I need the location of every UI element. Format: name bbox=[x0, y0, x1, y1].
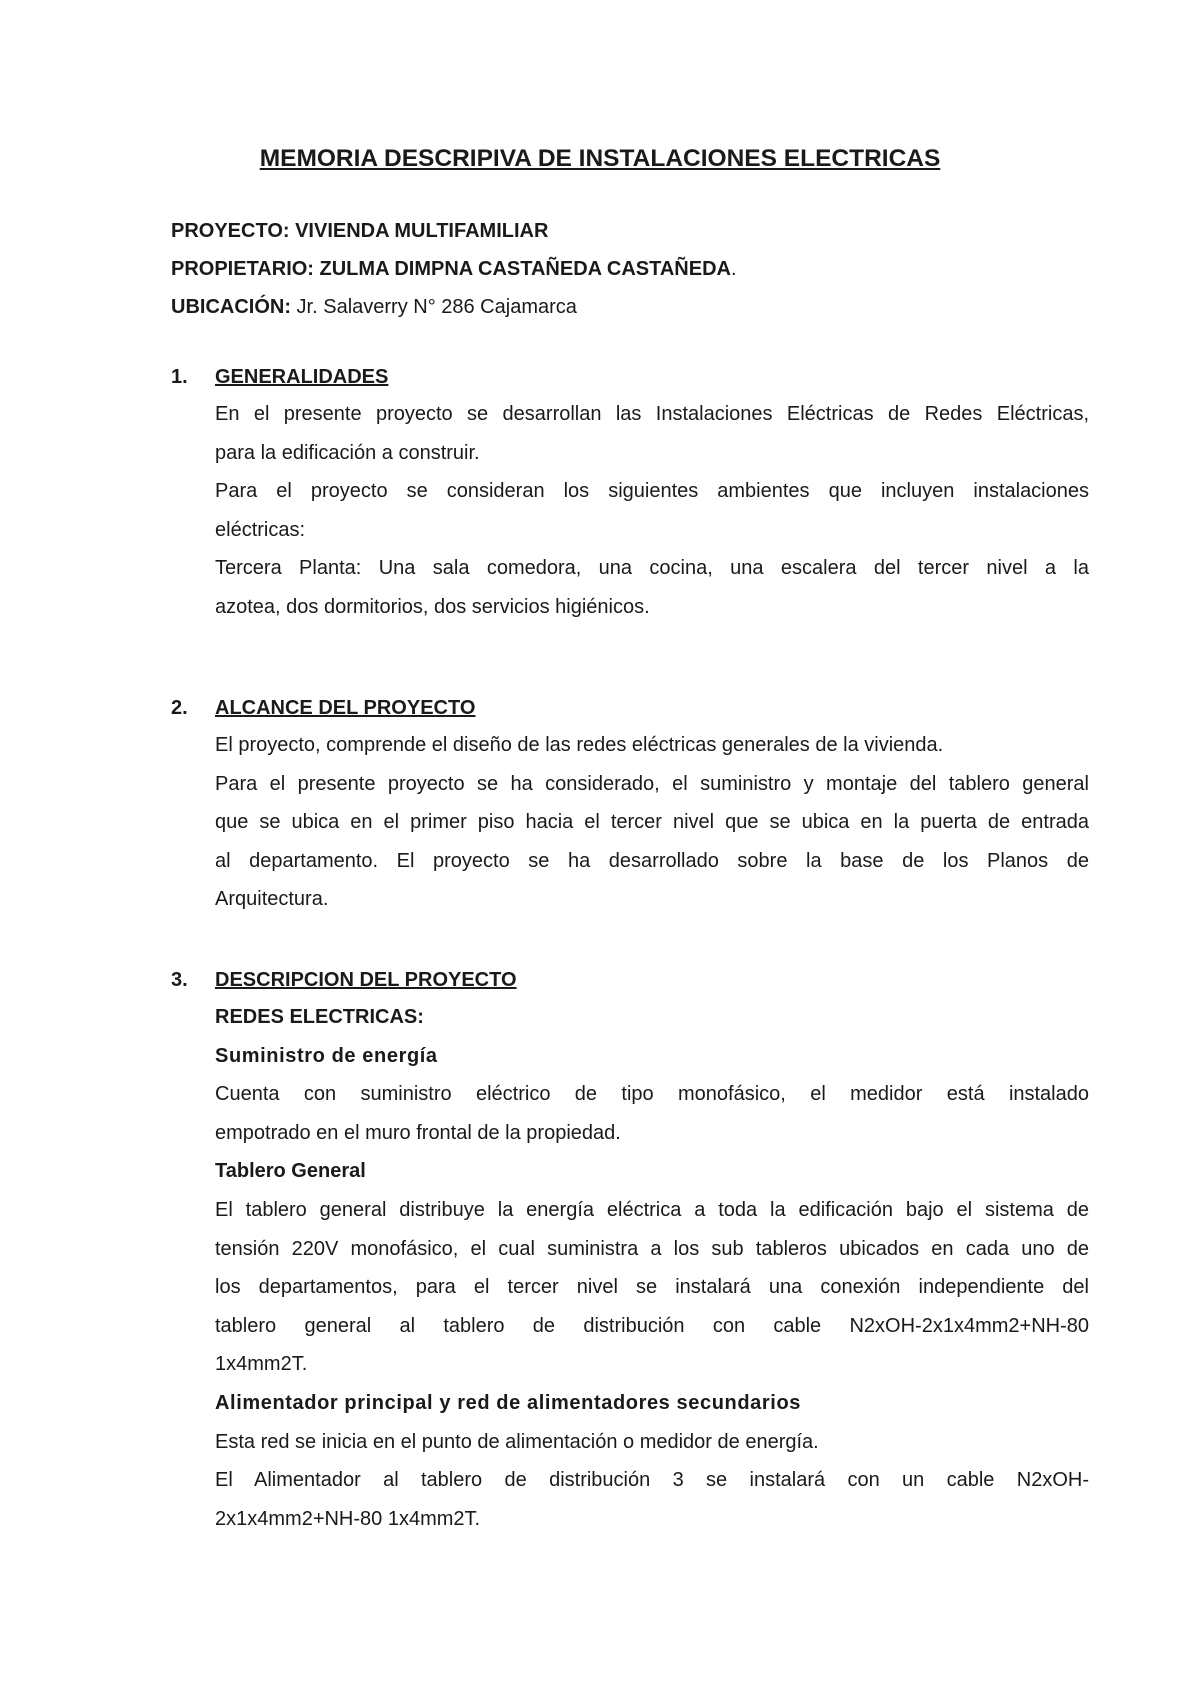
paragraph-line: Cuenta con suministro eléctrico de tipo monofásico, el medidor está instalado bbox=[215, 1083, 1089, 1106]
paragraph-line: Para el proyecto se consideran los siguientes ambientes que incluyen instalaciones bbox=[215, 480, 1089, 503]
paragraph-line: Tercera Planta: Una sala comedora, una cocina, una escalera del tercer nivel a la bbox=[215, 557, 1089, 580]
paragraph-line: azotea, dos dormitorios, dos servicios higiénicos. bbox=[215, 595, 650, 618]
section-3-body bbox=[215, 998, 1089, 1538]
section-title: GENERALIDADES bbox=[215, 366, 389, 388]
paragraph-line: 1x4mm2T. bbox=[215, 1353, 308, 1376]
paragraph-line: tensión 220V monofásico, el cual suministra a los sub tableros ubicados en cada uno de bbox=[215, 1237, 1089, 1260]
paragraph-line: El Alimentador al tablero de distribución 3 se instalará con un cable N2xOH- bbox=[215, 1469, 1089, 1492]
paragraph-line: empotrado en el muro frontal de la propiedad. bbox=[215, 1121, 621, 1144]
project-line: PROYECTO: VIVIENDA MULTIFAMILIAR bbox=[171, 220, 549, 242]
paragraph-line: El proyecto, comprende el diseño de las redes eléctricas generales de la vivienda. bbox=[215, 734, 944, 756]
section-1-heading bbox=[171, 364, 388, 390]
paragraph-line: que se ubica en el primer piso hacia el tercer nivel que se ubica en la puerta de entrada bbox=[215, 811, 1089, 834]
owner-line bbox=[171, 256, 737, 282]
paragraph-line: tablero general al tablero de distribución con cable N2xOH-2x1x4mm2+NH-80 bbox=[215, 1314, 1089, 1337]
section-number: 2. bbox=[171, 697, 188, 719]
subheading-alimentador: Alimentador principal y red de alimentadores secundarios bbox=[215, 1391, 801, 1414]
section-1-body bbox=[215, 395, 1089, 627]
paragraph-line: Para el presente proyecto se ha considerado, el suministro y montaje del tablero general bbox=[215, 772, 1089, 795]
paragraph-line: En el presente proyecto se desarrollan las Instalaciones Eléctricas de Redes Eléctricas, bbox=[215, 403, 1089, 425]
paragraph-line: eléctricas: bbox=[215, 518, 306, 541]
paragraph-line: Arquitectura. bbox=[215, 888, 329, 911]
paragraph-line: para la edificación a construir. bbox=[215, 441, 480, 464]
paragraph-line: Esta red se inicia en el punto de alimentación o medidor de energía. bbox=[215, 1430, 819, 1453]
location-line bbox=[171, 294, 577, 320]
owner-text: PROPIETARIO: ZULMA DIMPNA CASTAÑEDA CASTAÑEDA bbox=[171, 258, 731, 280]
paragraph-line: los departamentos, para el tercer nivel se instalará una conexión independiente del bbox=[215, 1276, 1089, 1299]
paragraph-line: 2x1x4mm2+NH-80 1x4mm2T. bbox=[215, 1507, 481, 1530]
location-value: Jr. Salaverry N° 286 Cajamarca bbox=[291, 296, 577, 318]
subheading-tablero: Tablero General bbox=[215, 1160, 366, 1183]
section-3-heading bbox=[171, 967, 517, 993]
subheading-redes: REDES ELECTRICAS: bbox=[215, 1006, 424, 1028]
document-title: MEMORIA DESCRIPIVA DE INSTALACIONES ELECTRICAS bbox=[259, 145, 941, 172]
section-title: DESCRIPCION DEL PROYECTO bbox=[215, 969, 517, 991]
owner-period: . bbox=[730, 258, 737, 280]
section-number: 3. bbox=[171, 969, 188, 991]
paragraph-line: El tablero general distribuye la energía eléctrica a toda la edificación bajo el sistema de bbox=[215, 1198, 1089, 1221]
paragraph-line: al departamento. El proyecto se ha desarrollado sobre la base de los Planos de bbox=[215, 849, 1089, 872]
subheading-suministro: Suministro de energía bbox=[215, 1044, 438, 1067]
section-2-body bbox=[215, 726, 1089, 919]
section-title: ALCANCE DEL PROYECTO bbox=[215, 697, 476, 719]
location-label: UBICACIÓN: bbox=[171, 296, 291, 318]
section-2-heading bbox=[171, 695, 475, 721]
section-number: 1. bbox=[171, 366, 188, 388]
